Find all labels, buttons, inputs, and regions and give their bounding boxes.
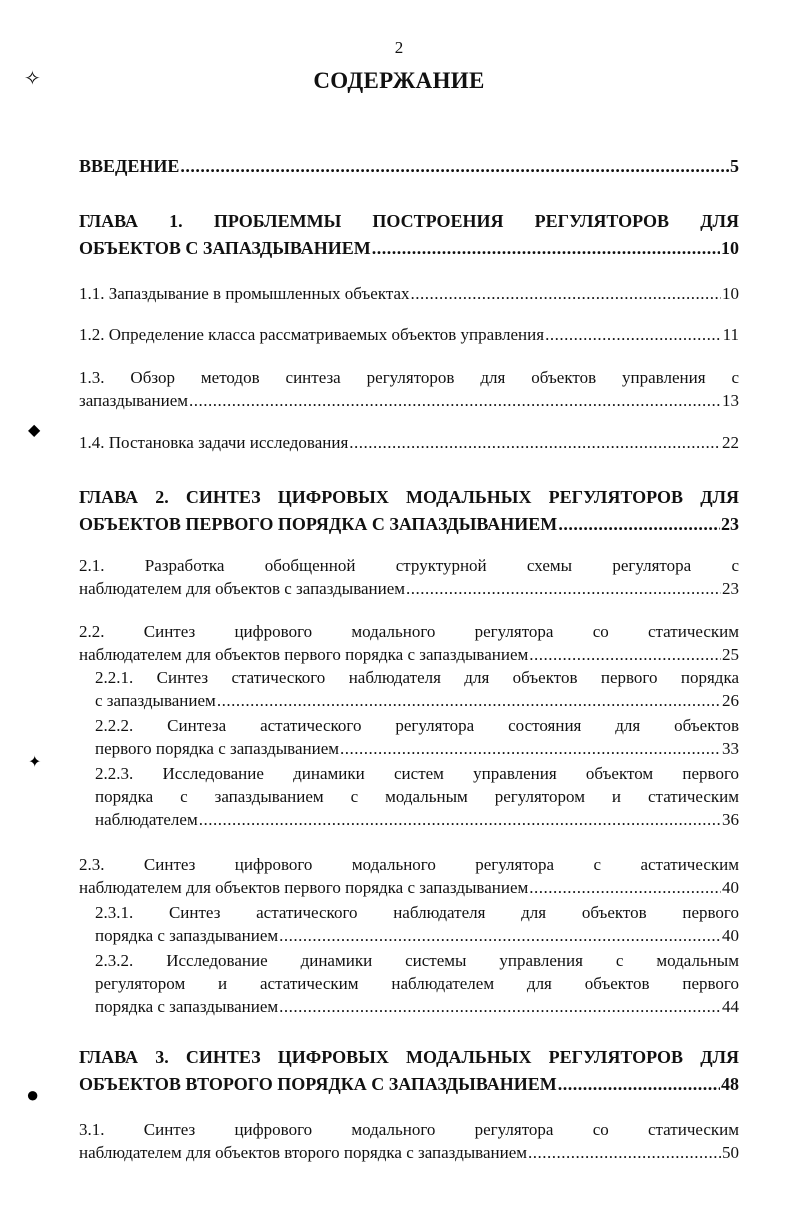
toc-page-number: 11 [722, 325, 739, 344]
toc-entry-2-2[interactable] [79, 620, 739, 666]
dot-leader [340, 737, 721, 760]
dot-leader [217, 689, 721, 712]
toc-page-number: 44 [722, 997, 739, 1016]
toc-entry-chapter-1[interactable] [79, 208, 739, 262]
toc-entry-2-3-1[interactable] [95, 901, 739, 947]
toc-page-number: 10 [721, 238, 739, 258]
toc-page-number: 40 [722, 926, 739, 945]
toc-entry-2-2-3[interactable] [95, 762, 739, 831]
toc-entry-text: наблюдателем для объектов второго порядка с запаздыванием [79, 1143, 528, 1162]
toc-entry-text: порядка с запаздыванием [95, 926, 279, 945]
toc-entry-text: 1.1. Запаздывание в промышленных объектах [79, 284, 410, 303]
page-number: 2 [394, 38, 404, 57]
dot-leader [558, 511, 720, 538]
toc-entry-text: 2.3. Синтез цифрового модального регулятора с астатическим [79, 855, 739, 874]
toc-entry-text: 3.1. Синтез цифрового модального регулятора со статическим [79, 1120, 739, 1139]
dot-leader [279, 924, 721, 947]
scan-mark-top: ✧ [24, 68, 41, 90]
toc-entry-2-1[interactable] [79, 554, 739, 600]
toc-entry-3-1[interactable] [79, 1118, 739, 1164]
toc-entry-chapter-3[interactable] [79, 1044, 739, 1098]
toc-entry-2-3[interactable] [79, 853, 739, 899]
toc-entry-text: наблюдателем для объектов первого порядка с запаздыванием [79, 645, 529, 664]
scan-mark-lower: ✦ [28, 754, 42, 771]
toc-entry-text: первого порядка с запаздыванием [95, 739, 340, 758]
toc-entry-introduction[interactable] [79, 153, 739, 180]
toc-entry-text: 2.3.2. Исследование динамики системы управления с модальным [95, 951, 739, 970]
dot-leader [529, 876, 721, 899]
toc-page-number: 23 [722, 579, 739, 598]
toc-entry-text: 2.3.1. Синтез астатического наблюдателя для объектов первого [95, 903, 739, 922]
toc-page-number: 50 [722, 1143, 739, 1162]
dot-leader [372, 235, 720, 262]
dot-leader [189, 389, 721, 412]
toc-entry-1-4[interactable] [79, 431, 739, 454]
toc-entry-text: 2.2.3. Исследование динамики систем управления объектом первого [95, 764, 739, 783]
toc-entry-text: 2.2.1. Синтез статического наблюдателя для объектов первого порядка [95, 668, 739, 687]
toc-page-number: 36 [722, 810, 739, 829]
toc-page-number: 10 [722, 284, 739, 303]
toc-entry-2-3-2[interactable] [95, 949, 739, 1018]
scan-mark-bottom: ● [26, 1082, 40, 1107]
toc-entry-text: запаздыванием [79, 391, 189, 410]
toc-entry-2-2-2[interactable] [95, 714, 739, 760]
toc-entry-text: с запаздыванием [95, 691, 216, 710]
dot-leader [558, 1071, 720, 1098]
toc-entry-text: ОБЪЕКТОВ ВТОРОГО ПОРЯДКА С ЗАПАЗДЫВАНИЕМ [79, 1074, 557, 1094]
toc-entry-text: порядка с запаздыванием с модальным регулятором и статическим [95, 787, 739, 806]
toc-page-number: 22 [722, 433, 739, 452]
toc-entry-text: 1.3. Обзор методов синтеза регуляторов для объектов управления с [79, 368, 739, 387]
toc-entry-text: порядка с запаздыванием [95, 997, 279, 1016]
toc-page-number: 5 [730, 156, 739, 176]
toc-entry-text: ОБЪЕКТОВ ПЕРВОГО ПОРЯДКА С ЗАПАЗДЫВАНИЕМ [79, 514, 558, 534]
toc-page-number: 40 [722, 878, 739, 897]
toc-entry-text: ГЛАВА 1. ПРОБЛЕММЫ ПОСТРОЕНИЯ РЕГУЛЯТОРОВ ДЛЯ [79, 211, 739, 231]
page-title: СОДЕРЖАНИЕ [313, 68, 485, 93]
toc-entry-text: ВВЕДЕНИЕ [79, 156, 180, 176]
toc-entry-1-1[interactable] [79, 282, 739, 305]
toc-entry-text: ГЛАВА 2. СИНТЕЗ ЦИФРОВЫХ МОДАЛЬНЫХ РЕГУЛЯТОРОВ ДЛЯ [79, 487, 739, 507]
dot-leader [406, 577, 721, 600]
toc-entry-chapter-2[interactable] [79, 484, 739, 538]
toc-entry-text: 2.1. Разработка обобщенной структурной схемы регулятора с [79, 556, 739, 575]
toc-entry-1-3[interactable] [79, 366, 739, 412]
toc-entry-text: 2.2.2. Синтеза астатического регулятора состояния для объектов [95, 716, 739, 735]
dot-leader [279, 995, 721, 1018]
toc-entry-text: 1.2. Определение класса рассматриваемых объектов управления [79, 325, 545, 344]
dot-leader [180, 153, 729, 180]
toc-entry-text: 1.4. Постановка задачи исследования [79, 433, 349, 452]
toc-entry-1-2[interactable] [79, 323, 739, 346]
toc-entry-2-2-1[interactable] [95, 666, 739, 712]
toc-entry-text: наблюдателем [95, 810, 198, 829]
dot-leader [545, 323, 722, 346]
toc-page-number: 26 [722, 691, 739, 710]
toc-page-number: 25 [722, 645, 739, 664]
toc-entry-text: регулятором и астатическим наблюдателем для объектов первого [95, 974, 739, 993]
dot-leader [199, 808, 721, 831]
toc-entry-text: 2.2. Синтез цифрового модального регулятора со статическим [79, 622, 739, 641]
toc-page-number: 48 [721, 1074, 739, 1094]
toc-entry-text: наблюдателем для объектов первого порядка с запаздыванием [79, 878, 529, 897]
dot-leader [349, 431, 721, 454]
dot-leader [529, 643, 721, 666]
dot-leader [528, 1141, 721, 1164]
toc-page-number: 13 [722, 391, 739, 410]
toc-page-number: 23 [721, 514, 739, 534]
toc-entry-text: наблюдателем для объектов с запаздыванием [79, 579, 406, 598]
toc-entry-text: ГЛАВА 3. СИНТЕЗ ЦИФРОВЫХ МОДАЛЬНЫХ РЕГУЛЯТОРОВ ДЛЯ [79, 1047, 739, 1067]
toc-page-number: 33 [722, 739, 739, 758]
toc-entry-text: ОБЪЕКТОВ С ЗАПАЗДЫВАНИЕМ [79, 238, 371, 258]
scan-mark-mid: ◆ [28, 422, 41, 439]
dot-leader [411, 282, 721, 305]
